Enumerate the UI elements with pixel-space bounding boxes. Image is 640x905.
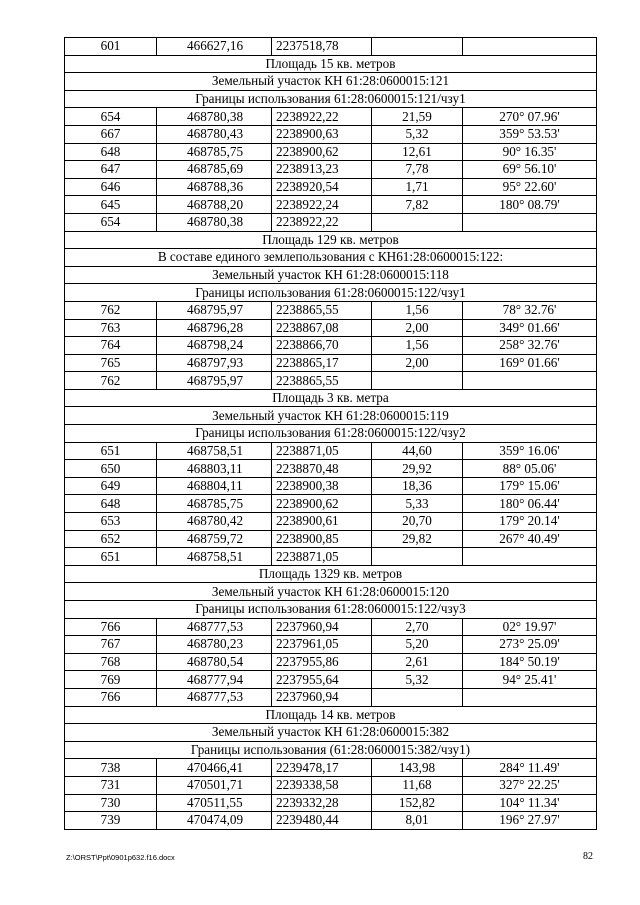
bearing-cell (463, 38, 597, 56)
table-row (65, 653, 597, 671)
x-coordinate-cell: 468780,54 (157, 653, 272, 671)
point-number-cell: 738 (65, 759, 157, 777)
y-coordinate-cell: 2238900,85 (272, 530, 372, 548)
distance-cell: 1,56 (372, 337, 463, 355)
bearing-cell: 179° 20.14' (463, 513, 597, 531)
caption-row (65, 55, 597, 73)
point-number-cell: 645 (65, 196, 157, 214)
y-coordinate-cell: 2238900,38 (272, 477, 372, 495)
bearing-cell: 78° 32.76' (463, 301, 597, 319)
point-number-cell: 762 (65, 301, 157, 319)
table-row (65, 38, 597, 56)
point-number-cell: 651 (65, 548, 157, 566)
point-number-cell: 650 (65, 460, 157, 478)
y-coordinate-cell: 2238867,08 (272, 319, 372, 337)
coordinates-table (64, 37, 597, 830)
y-coordinate-cell: 2237955,86 (272, 653, 372, 671)
distance-cell: 2,70 (372, 618, 463, 636)
distance-cell: 44,60 (372, 442, 463, 460)
caption-cell: Площадь 1329 кв. метров (65, 565, 597, 583)
bearing-cell (463, 213, 597, 231)
distance-cell: 143,98 (372, 759, 463, 777)
distance-cell (372, 213, 463, 231)
table-row (65, 196, 597, 214)
y-coordinate-cell: 2238865,55 (272, 301, 372, 319)
footer-file-path: Z:\ORST\Ppt\0901p632.f16.docx (66, 853, 175, 862)
distance-cell: 5,33 (372, 495, 463, 513)
y-coordinate-cell: 2238900,62 (272, 143, 372, 161)
y-coordinate-cell: 2238865,55 (272, 372, 372, 390)
caption-row (65, 73, 597, 91)
caption-row (65, 231, 597, 249)
table-body (65, 38, 597, 830)
caption-row (65, 583, 597, 601)
distance-cell: 29,92 (372, 460, 463, 478)
x-coordinate-cell: 466627,16 (157, 38, 272, 56)
distance-cell (372, 548, 463, 566)
y-coordinate-cell: 2238913,23 (272, 161, 372, 179)
x-coordinate-cell: 470501,71 (157, 776, 272, 794)
caption-cell: Границы использования 61:28:0600015:122/чзу1 (65, 284, 597, 302)
distance-cell: 1,56 (372, 301, 463, 319)
table-row (65, 442, 597, 460)
point-number-cell: 730 (65, 794, 157, 812)
bearing-cell: 349° 01.66' (463, 319, 597, 337)
distance-cell: 20,70 (372, 513, 463, 531)
bearing-cell: 270° 07.96' (463, 108, 597, 126)
table-row (65, 125, 597, 143)
y-coordinate-cell: 2238866,70 (272, 337, 372, 355)
table-row (65, 301, 597, 319)
distance-cell (372, 372, 463, 390)
y-coordinate-cell: 2238922,22 (272, 213, 372, 231)
distance-cell: 2,00 (372, 354, 463, 372)
bearing-cell: 180° 08.79' (463, 196, 597, 214)
table-row (65, 161, 597, 179)
y-coordinate-cell: 2237960,94 (272, 688, 372, 706)
caption-cell: Границы использования 61:28:0600015:122/чзу3 (65, 601, 597, 619)
distance-cell: 5,20 (372, 636, 463, 654)
page-number: 82 (583, 851, 593, 862)
point-number-cell: 653 (65, 513, 157, 531)
x-coordinate-cell: 468758,51 (157, 548, 272, 566)
caption-cell: Площадь 3 кв. метра (65, 389, 597, 407)
caption-cell: Земельный участок КН 61:28:0600015:119 (65, 407, 597, 425)
bearing-cell: 02° 19.97' (463, 618, 597, 636)
caption-row (65, 724, 597, 742)
y-coordinate-cell: 2238865,17 (272, 354, 372, 372)
caption-row (65, 706, 597, 724)
distance-cell: 11,68 (372, 776, 463, 794)
table-row (65, 178, 597, 196)
table-row (65, 548, 597, 566)
caption-cell: Земельный участок КН 61:28:0600015:382 (65, 724, 597, 742)
point-number-cell: 762 (65, 372, 157, 390)
bearing-cell (463, 548, 597, 566)
bearing-cell (463, 688, 597, 706)
caption-row (65, 90, 597, 108)
table-row (65, 337, 597, 355)
x-coordinate-cell: 468780,43 (157, 125, 272, 143)
x-coordinate-cell: 468777,53 (157, 618, 272, 636)
caption-row (65, 266, 597, 284)
table-row (65, 671, 597, 689)
x-coordinate-cell: 468759,72 (157, 530, 272, 548)
y-coordinate-cell: 2238900,62 (272, 495, 372, 513)
distance-cell: 5,32 (372, 671, 463, 689)
x-coordinate-cell: 468780,42 (157, 513, 272, 531)
x-coordinate-cell: 468795,97 (157, 301, 272, 319)
distance-cell (372, 688, 463, 706)
caption-cell: В составе единого землепользования с КН61:28:0600015:122: (65, 249, 597, 267)
table-row (65, 812, 597, 830)
point-number-cell: 654 (65, 108, 157, 126)
y-coordinate-cell: 2239332,28 (272, 794, 372, 812)
point-number-cell: 648 (65, 143, 157, 161)
point-number-cell: 601 (65, 38, 157, 56)
caption-cell: Границы использования (61:28:0600015:382/чзу1) (65, 741, 597, 759)
point-number-cell: 649 (65, 477, 157, 495)
distance-cell: 8,01 (372, 812, 463, 830)
caption-cell: Земельный участок КН 61:28:0600015:121 (65, 73, 597, 91)
caption-cell: Границы использования 61:28:0600015:121/чзу1 (65, 90, 597, 108)
caption-row (65, 425, 597, 443)
table-row (65, 530, 597, 548)
bearing-cell: 327° 22.25' (463, 776, 597, 794)
x-coordinate-cell: 468777,53 (157, 688, 272, 706)
y-coordinate-cell: 2239478,17 (272, 759, 372, 777)
caption-row (65, 565, 597, 583)
y-coordinate-cell: 2237960,94 (272, 618, 372, 636)
y-coordinate-cell: 2237518,78 (272, 38, 372, 56)
caption-row (65, 407, 597, 425)
table-row (65, 460, 597, 478)
distance-cell: 5,32 (372, 125, 463, 143)
bearing-cell: 169° 01.66' (463, 354, 597, 372)
point-number-cell: 651 (65, 442, 157, 460)
x-coordinate-cell: 468780,38 (157, 108, 272, 126)
table-row (65, 495, 597, 513)
point-number-cell: 652 (65, 530, 157, 548)
x-coordinate-cell: 468780,23 (157, 636, 272, 654)
table-row (65, 477, 597, 495)
bearing-cell: 196° 27.97' (463, 812, 597, 830)
table-row (65, 776, 597, 794)
distance-cell: 29,82 (372, 530, 463, 548)
caption-cell: Площадь 14 кв. метров (65, 706, 597, 724)
bearing-cell: 267° 40.49' (463, 530, 597, 548)
x-coordinate-cell: 468758,51 (157, 442, 272, 460)
y-coordinate-cell: 2238920,54 (272, 178, 372, 196)
point-number-cell: 769 (65, 671, 157, 689)
point-number-cell: 767 (65, 636, 157, 654)
point-number-cell: 648 (65, 495, 157, 513)
bearing-cell: 90° 16.35' (463, 143, 597, 161)
bearing-cell: 284° 11.49' (463, 759, 597, 777)
x-coordinate-cell: 468788,36 (157, 178, 272, 196)
x-coordinate-cell: 468798,24 (157, 337, 272, 355)
x-coordinate-cell: 470474,09 (157, 812, 272, 830)
distance-cell: 2,00 (372, 319, 463, 337)
bearing-cell: 95° 22.60' (463, 178, 597, 196)
y-coordinate-cell: 2239480,44 (272, 812, 372, 830)
bearing-cell (463, 372, 597, 390)
table-row (65, 108, 597, 126)
distance-cell: 7,82 (372, 196, 463, 214)
x-coordinate-cell: 468785,75 (157, 143, 272, 161)
y-coordinate-cell: 2237961,05 (272, 636, 372, 654)
point-number-cell: 766 (65, 688, 157, 706)
y-coordinate-cell: 2238922,22 (272, 108, 372, 126)
bearing-cell: 69° 56.10' (463, 161, 597, 179)
table-row (65, 688, 597, 706)
point-number-cell: 646 (65, 178, 157, 196)
x-coordinate-cell: 470466,41 (157, 759, 272, 777)
y-coordinate-cell: 2238922,24 (272, 196, 372, 214)
point-number-cell: 654 (65, 213, 157, 231)
table-row (65, 319, 597, 337)
x-coordinate-cell: 468803,11 (157, 460, 272, 478)
table-row (65, 759, 597, 777)
table-row (65, 794, 597, 812)
point-number-cell: 768 (65, 653, 157, 671)
distance-cell: 12,61 (372, 143, 463, 161)
bearing-cell: 184° 50.19' (463, 653, 597, 671)
x-coordinate-cell: 468795,97 (157, 372, 272, 390)
point-number-cell: 763 (65, 319, 157, 337)
distance-cell: 21,59 (372, 108, 463, 126)
x-coordinate-cell: 470511,55 (157, 794, 272, 812)
x-coordinate-cell: 468777,94 (157, 671, 272, 689)
bearing-cell: 104° 11.34' (463, 794, 597, 812)
bearing-cell: 94° 25.41' (463, 671, 597, 689)
caption-cell: Земельный участок КН 61:28:0600015:120 (65, 583, 597, 601)
point-number-cell: 667 (65, 125, 157, 143)
y-coordinate-cell: 2239338,58 (272, 776, 372, 794)
bearing-cell: 179° 15.06' (463, 477, 597, 495)
bearing-cell: 273° 25.09' (463, 636, 597, 654)
caption-cell: Земельный участок КН 61:28:0600015:118 (65, 266, 597, 284)
caption-row (65, 284, 597, 302)
x-coordinate-cell: 468796,28 (157, 319, 272, 337)
distance-cell: 2,61 (372, 653, 463, 671)
point-number-cell: 766 (65, 618, 157, 636)
y-coordinate-cell: 2238870,48 (272, 460, 372, 478)
bearing-cell: 180° 06.44' (463, 495, 597, 513)
y-coordinate-cell: 2238871,05 (272, 442, 372, 460)
caption-row (65, 601, 597, 619)
x-coordinate-cell: 468785,75 (157, 495, 272, 513)
caption-cell: Площадь 15 кв. метров (65, 55, 597, 73)
caption-cell: Границы использования 61:28:0600015:122/чзу2 (65, 425, 597, 443)
x-coordinate-cell: 468785,69 (157, 161, 272, 179)
table-row (65, 618, 597, 636)
table-row (65, 143, 597, 161)
distance-cell: 18,36 (372, 477, 463, 495)
caption-row (65, 389, 597, 407)
y-coordinate-cell: 2238900,61 (272, 513, 372, 531)
distance-cell (372, 38, 463, 56)
x-coordinate-cell: 468804,11 (157, 477, 272, 495)
table-row (65, 213, 597, 231)
distance-cell: 7,78 (372, 161, 463, 179)
table-row (65, 372, 597, 390)
point-number-cell: 764 (65, 337, 157, 355)
point-number-cell: 739 (65, 812, 157, 830)
point-number-cell: 647 (65, 161, 157, 179)
caption-row (65, 741, 597, 759)
distance-cell: 152,82 (372, 794, 463, 812)
table-row (65, 513, 597, 531)
bearing-cell: 359° 53.53' (463, 125, 597, 143)
point-number-cell: 765 (65, 354, 157, 372)
y-coordinate-cell: 2238900,63 (272, 125, 372, 143)
distance-cell: 1,71 (372, 178, 463, 196)
caption-cell: Площадь 129 кв. метров (65, 231, 597, 249)
bearing-cell: 258° 32.76' (463, 337, 597, 355)
table-row (65, 636, 597, 654)
x-coordinate-cell: 468797,93 (157, 354, 272, 372)
caption-row (65, 249, 597, 267)
y-coordinate-cell: 2237955,64 (272, 671, 372, 689)
point-number-cell: 731 (65, 776, 157, 794)
y-coordinate-cell: 2238871,05 (272, 548, 372, 566)
table-row (65, 354, 597, 372)
bearing-cell: 359° 16.06' (463, 442, 597, 460)
x-coordinate-cell: 468788,20 (157, 196, 272, 214)
x-coordinate-cell: 468780,38 (157, 213, 272, 231)
bearing-cell: 88° 05.06' (463, 460, 597, 478)
